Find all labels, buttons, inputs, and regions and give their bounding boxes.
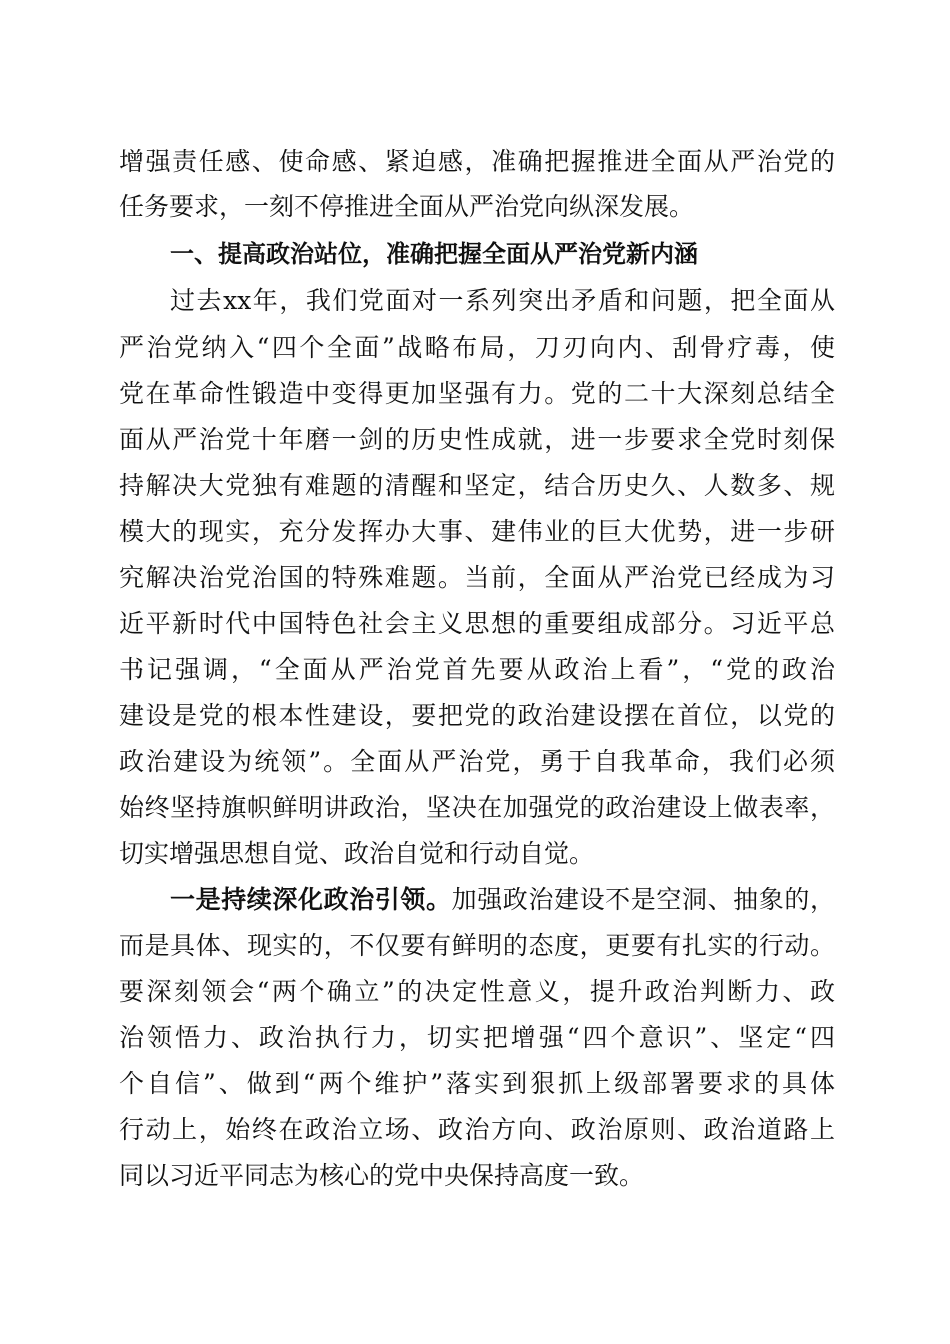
section-paragraph-line: 近平新时代中国特色社会主义思想的重要组成部分。习近平总 xyxy=(119,609,835,638)
section-paragraph-line: 切实增强思想自觉、政治自觉和行动自觉。 xyxy=(119,839,595,868)
section-paragraph-line: 政治建设为统领”。全面从严治党，勇于自我革命，我们必须 xyxy=(119,747,835,776)
point-1-line: 同以习近平同志为核心的党中央保持高度一致。 xyxy=(119,1161,645,1190)
point-1-line: 行动上，始终在政治立场、政治方向、政治原则、政治道路上 xyxy=(119,1115,835,1144)
point-1-line: 个自信”、做到“两个维护”落实到狠抓上级部署要求的具体 xyxy=(119,1069,835,1098)
point-1-line: 治领悟力、政治执行力，切实把增强“四个意识”、坚定“四 xyxy=(119,1023,835,1052)
section-paragraph-line: 持解决大党独有难题的清醒和坚定，结合历史久、人数多、规 xyxy=(119,471,835,500)
section-paragraph-line: 究解决治党治国的特殊难题。当前，全面从严治党已经成为习 xyxy=(119,563,835,592)
intro-line-1: 增强责任感、使命感、紧迫感，准确把握推进全面从严治党的 xyxy=(119,147,835,176)
point-1-line: 而是具体、现实的，不仅要有鲜明的态度，更要有扎实的行动。 xyxy=(119,931,835,960)
section-heading: 一、提高政治站位，准确把握全面从严治党新内涵 xyxy=(170,240,698,268)
section-paragraph-line: 建设是党的根本性建设，要把党的政治建设摆在首位，以党的 xyxy=(119,701,835,730)
point-1-first-line-text: 加强政治建设不是空洞、抽象的， xyxy=(451,885,835,914)
section-paragraph-line: 党在革命性锻造中变得更加坚强有力。党的二十大深刻总结全 xyxy=(119,379,835,408)
section-paragraph-line: 书记强调，“全面从严治党首先要从政治上看”，“党的政治 xyxy=(119,655,835,684)
point-1-lead: 一是持续深化政治引领。 xyxy=(170,885,452,914)
point-1-first-line xyxy=(170,882,835,918)
intro-line-2: 任务要求，一刻不停推进全面从严治党向纵深发展。 xyxy=(119,192,695,221)
section-paragraph-line: 面从严治党十年磨一剑的历史性成就，进一步要求全党时刻保 xyxy=(119,425,835,454)
section-paragraph-line: 过去xx年，我们党面对一系列突出矛盾和问题，把全面从 xyxy=(170,286,835,315)
section-paragraph-line: 始终坚持旗帜鲜明讲政治，坚决在加强党的政治建设上做表率， xyxy=(119,793,835,822)
section-paragraph-line: 模大的现实，充分发挥办大事、建伟业的巨大优势，进一步研 xyxy=(119,517,835,546)
section-paragraph-line: 严治党纳入“四个全面”战略布局，刀刃向内、刮骨疗毒，使 xyxy=(119,333,835,362)
point-1-line: 要深刻领会“两个确立”的决定性意义，提升政治判断力、政 xyxy=(119,977,835,1006)
